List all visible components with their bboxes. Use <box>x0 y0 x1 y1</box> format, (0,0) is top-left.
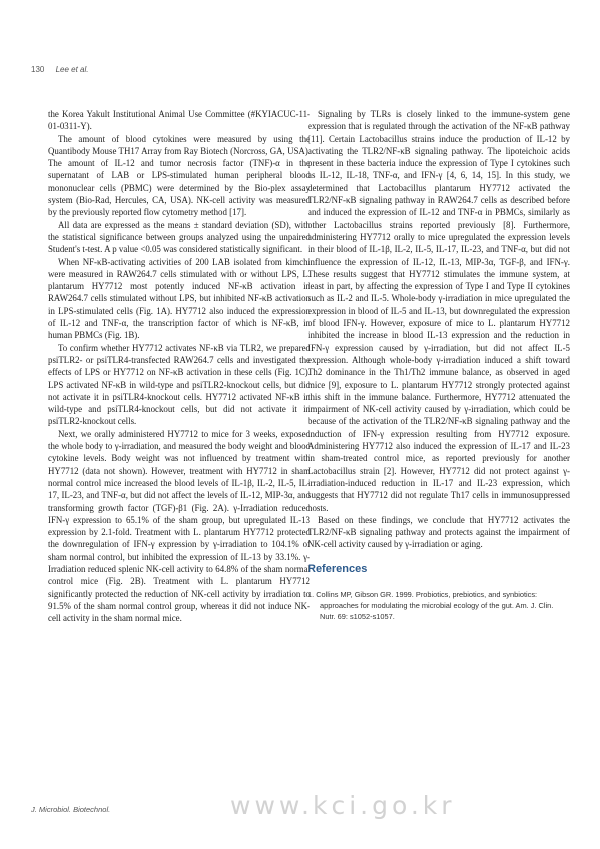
body-paragraph: To confirm whether HY7712 activates NF-κB via TLR2, we prepared psiTLR2- or psiTLR4-transfected RAW264.7 cells and investigated the effects of LPS or HY7712 on NF-κB activation in these cells (Fig. 1C). LPS activated NF-κB in wild-type and psiTLR2-knockout cells, but did not activate it in psiTLR4-knockout cells. HY7712 activated NF-κB in wild-type and psiTLR4-knockout cells, but did not activate it in psiTLR2-knockout cells. <box>48 342 310 427</box>
body-paragraph: Signaling by TLRs is closely linked to the immune-system gene expression that is regulated through the activation of the NF-κB pathway [11]. Certain Lactobacillus strains induce the production of IL-12 by activating the TLR2/NF-κB signaling pathway. The lipoteichoic acids present in these bacteria induce the expression of Type I cytokines such as IL-12, IL-18, TNF-α, and IFN-γ [4, 6, 14, 15]. In this study, we determined that Lactobacillus plantarum HY7712 activated the TLR2/NF-κB signaling pathway in RAW264.7 cells as described before and induced the expression of IL-12 and TNF-α in PBMCs, similarly as other Lactobacillus strains reported previously [8]. Furthermore, administering HY7712 orally to mice upregulated the expression levels in their blood of IL-1β, IL-2, IL-5, IL-17, IL-23, and TNF-α, but did not influence the expression of IL-12, IL-13, MIP-3α, TGF-β, and IFN-γ. These results suggest that HY7712 stimulates the immune system, at least in part, by affecting the expression of Type I and Type II cytokines such as IL-2 and IL-5. Whole-body γ-irradiation in mice upregulated the expression in blood of IL-5 and IL-13, but downregulated the expression of blood IFN-γ. However, exposure of mice to L. plantarum HY7712 inhibited the increase in blood IL-13 expression and the reduction in IFN-γ expression caused by γ-irradiation, but did not affect IL-5 expression. Although whole-body γ-irradiation induced a shift toward Th2 dominance in the Th1/Th2 immune balance, as observed in aged mice [9], exposure to L. plantarum HY7712 strongly protected against this shift in the immune balance. Furthermore, HY7712 attenuated the impairment of NK-cell activity caused by γ-irradiation, which could be because of the activation of the TLR2/NF-κB signaling pathway and the induction of IFN-γ expression resulting from HY7712 exposure. Administering HY7712 also induced the expression of IL-17 and IL-23 in sham-treated control mice, as reported previously for another Lactobacillus strain [2]. However, HY7712 did not protect against γ-irradiation-induced reduction in IL-17 and IL-23 expression, which suggests that HY7712 did not regulate Th17 cells in immunosuppressed hosts. <box>308 109 570 513</box>
watermark: www.kci.go.kr <box>230 791 456 820</box>
body-paragraph: Next, we orally administered HY7712 to mice for 3 weeks, exposed the whole body to γ-irradiation, and measured the body weight and blood cytokine levels. Body weight was not influenced by treatment with HY7712 (data not shown). However, treatment with HY7712 in sham normal control mice increased the blood levels of IL-1β, IL-2, IL-5, IL-17, IL-23, and TNF-α, but did not affect the levels of IL-12, MIP-3α, and transforming growth factor (TGF)-β1 (Fig. 2A). γ-Irradiation reduced IFN-γ expression to 65.1% of the sham group, but upregulated IL-13 expression by 2.1-fold. Treatment with L. plantarum HY7712 protected the downregulation of IFN-γ expression by γ-irradiation to 104.1% of sham normal control, but inhibited the expression of IL-13 by 33.1%. γ-Irradiation reduced splenic NK-cell activity to 64.8% of the sham normal control mice (Fig. 2B). Treatment with L. plantarum HY7712 significantly protected the reduction of NK-cell activity by irradiation to 91.5% of the sham normal control group, whereas it did not induce NK-cell activity in the sham normal mice. <box>48 428 310 624</box>
references-heading: References <box>308 562 368 575</box>
body-paragraph: When NF-κB-activating activities of 200 LAB isolated from kimchi were measured in RAW264.7 cells stimulated with or without LPS, L. plantarum HY7712 most potently induced NF-κB activation in RAW264.7 cells stimulated without LPS, but inhibited NF-κB activation in LPS-stimulated cells (Fig. 1A). HY7712 also induced the expression of IL-12 and TNF-α, the transcription factor of which is NF-κB, in human PBMCs (Fig. 1B). <box>48 256 310 341</box>
body-paragraph: Based on these findings, we conclude that HY7712 activates the TLR2/NF-κB signaling pathway and protects against the impairment of NK-cell activity caused by γ-irradiation or aging. <box>308 514 570 550</box>
journal-footer: J. Microbiol. Biotechnol. <box>31 805 111 814</box>
right-column <box>308 108 570 622</box>
body-paragraph: the Korea Yakult Institutional Animal Use Committee (#KYIACUC-11-01-0311-Y). <box>48 109 310 132</box>
left-column <box>48 108 310 624</box>
body-paragraph: The amount of blood cytokines were measured by using the Quantibody Mouse TH17 Array from Ray Biotech (Norcross, GA, USA). The amount of IL-12 and tumor necrosis factor (TNF)-α in the supernatant of LAB or LPS-stimulated human peripheral blood mononuclear cells (PBMC) were determined by the Bio-plex assay system (Bio-Rad, Hercules, CA, USA). NK-cell activity was measured by the previously reported flow cytometry method [17]. <box>48 133 310 218</box>
running-header <box>31 65 89 74</box>
reference-item: 1. Collins MP, Gibson GR. 1999. Probiotics, prebiotics, and synbiotics: approaches for modulating the microbial ecology of the gut. Am. J. Clin. Nutr. 69: s1052-s1057. <box>308 589 554 621</box>
page-number: 130 <box>31 65 45 74</box>
running-authors: Lee et al. <box>55 65 89 74</box>
body-paragraph: All data are expressed as the means ± standard deviation (SD), with the statistical significance between groups analyzed using the unpaired Student's t-test. A p value <0.05 was considered statistically significant. <box>48 219 310 255</box>
